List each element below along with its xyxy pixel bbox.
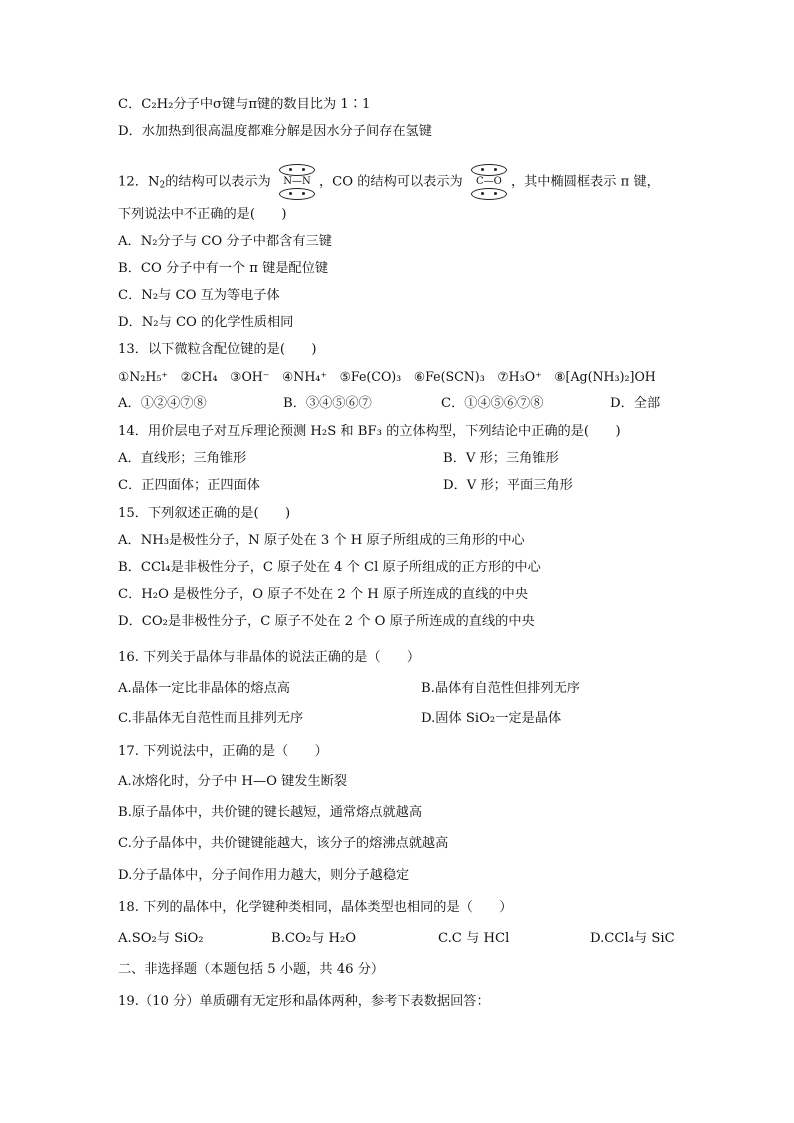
n2-structure-diagram — [277, 162, 317, 202]
q16-option-c: C.非晶体无自范性而且排列无序 — [118, 711, 304, 726]
q12-option-d: D．N₂与 CO 的化学性质相同 — [118, 315, 294, 330]
q13-stem: 13．以下微粒含配位键的是( ) — [118, 342, 317, 357]
q13-species-list: ①N₂H₅⁺ ②CH₄ ③OH⁻ ④NH₄⁺ ⑤Fe(CO)₃ ⑥Fe(SCN)₃ ⑦H₃O⁺ ⑧[Ag(NH₃)₂]OH — [118, 369, 656, 384]
q16-option-b: B.晶体有自范性但排列无序 — [421, 681, 580, 696]
q18-option-a: A.SO₂与 SiO₂ — [118, 931, 204, 946]
pi-bond-ellipse-bottom — [471, 188, 507, 200]
q13-option-b: B．③④⑤⑥⑦ — [283, 396, 372, 411]
q12-n2-text: 的结构可以表示为 — [165, 174, 271, 190]
q12-option-b: B．CO 分子中有一个 π 键是配位键 — [118, 261, 329, 276]
q12-prefix: 12．N — [118, 174, 160, 190]
q17-option-c: C.分子晶体中，共价键键能越大，该分子的熔沸点就越高 — [118, 836, 449, 851]
q15-option-c: C．H₂O 是极性分子，O 原子不处在 2 个 H 原子所连成的直线的中央 — [118, 587, 529, 602]
co-bond-label: C—O — [476, 176, 502, 187]
q15-option-d: D．CO₂是非极性分子，C 原子不处在 2 个 O 原子所连成的直线的中央 — [118, 614, 535, 629]
q11-option-c: C．C₂H₂分子中σ键与π键的数目比为 1∶1 — [118, 97, 371, 112]
q13-option-a: A．①②④⑦⑧ — [118, 396, 207, 411]
q14-stem: 14．用价层电子对互斥理论预测 H₂S 和 BF₃ 的立体构型，下列结论中正确的是( ) — [118, 424, 621, 439]
q14-option-d: D．V 形；平面三角形 — [443, 478, 573, 493]
q16-stem: 16. 下列关于晶体与非晶体的说法正确的是（ ） — [118, 650, 421, 665]
q15-stem: 15．下列叙述正确的是( ) — [118, 506, 291, 521]
q16-option-a: A.晶体一定比非晶体的熔点高 — [118, 681, 290, 696]
q14-option-c: C．正四面体；正四面体 — [118, 478, 260, 493]
q11-option-d: D．水加热到很高温度都难分解是因水分子间存在氢键 — [118, 124, 432, 139]
q17-stem: 17. 下列说法中，正确的是（ ） — [118, 744, 328, 759]
q14-option-a: A．直线形；三角锥形 — [118, 451, 247, 466]
q14-option-b: B．V 形；三角锥形 — [443, 451, 559, 466]
q12-stem: 12．$N_2$的结构可以表示为 N—N ，CO 的结构可以表示为 C—O ，其中椭圆框表示 π 键， — [118, 162, 660, 202]
q18-stem: 18. 下列的晶体中，化学键种类相同，晶体类型也相同的是（ ） — [118, 900, 513, 915]
pi-bond-ellipse-top — [279, 164, 315, 176]
q17-option-d: D.分子晶体中，分子间作用力越大，则分子越稳定 — [118, 868, 410, 883]
q15-option-b: B．CCl₄是非极性分子，C 原子处在 4 个 Cl 原子所组成的正方形的中心 — [118, 560, 541, 575]
q16-option-d: D.固体 SiO₂一定是晶体 — [421, 711, 562, 726]
q12-co-text: ，CO 的结构可以表示为 — [318, 174, 463, 190]
q13-option-d: D．全部 — [610, 396, 661, 411]
q13-option-c: C．①④⑤⑥⑦⑧ — [441, 396, 544, 411]
q18-option-b: B.CO₂与 H₂O — [271, 931, 357, 946]
section-2-heading: 二、非选择题（本题包括 5 小题，共 46 分） — [118, 962, 385, 977]
q18-option-d: D.CCl₄与 SiC — [590, 931, 675, 946]
q15-option-a: A．NH₃是极性分子，N 原子处在 3 个 H 原子所组成的三角形的中心 — [118, 533, 525, 548]
q19-stem: 19.（10 分）单质硼有无定形和晶体两种，参考下表数据回答： — [118, 994, 490, 1009]
q12-suffix: ，其中椭圆框表示 π 键， — [510, 174, 660, 190]
co-structure-diagram — [469, 162, 509, 202]
q18-option-c: C.C 与 HCl — [438, 931, 510, 946]
q17-option-a: A.冰熔化时，分子中 H—O 键发生断裂 — [118, 774, 348, 789]
q17-option-b: B.原子晶体中，共价键的键长越短，通常熔点就越高 — [118, 805, 423, 820]
q12-option-a: A．N₂分子与 CO 分子中都含有三键 — [118, 234, 332, 249]
n2-bond-label: N—N — [283, 176, 311, 187]
pi-bond-ellipse-top — [471, 164, 507, 176]
pi-bond-ellipse-bottom — [279, 188, 315, 200]
q12-option-c: C．N₂与 CO 互为等电子体 — [118, 288, 280, 303]
q12-question: 下列说法中不正确的是( ) — [118, 207, 287, 222]
